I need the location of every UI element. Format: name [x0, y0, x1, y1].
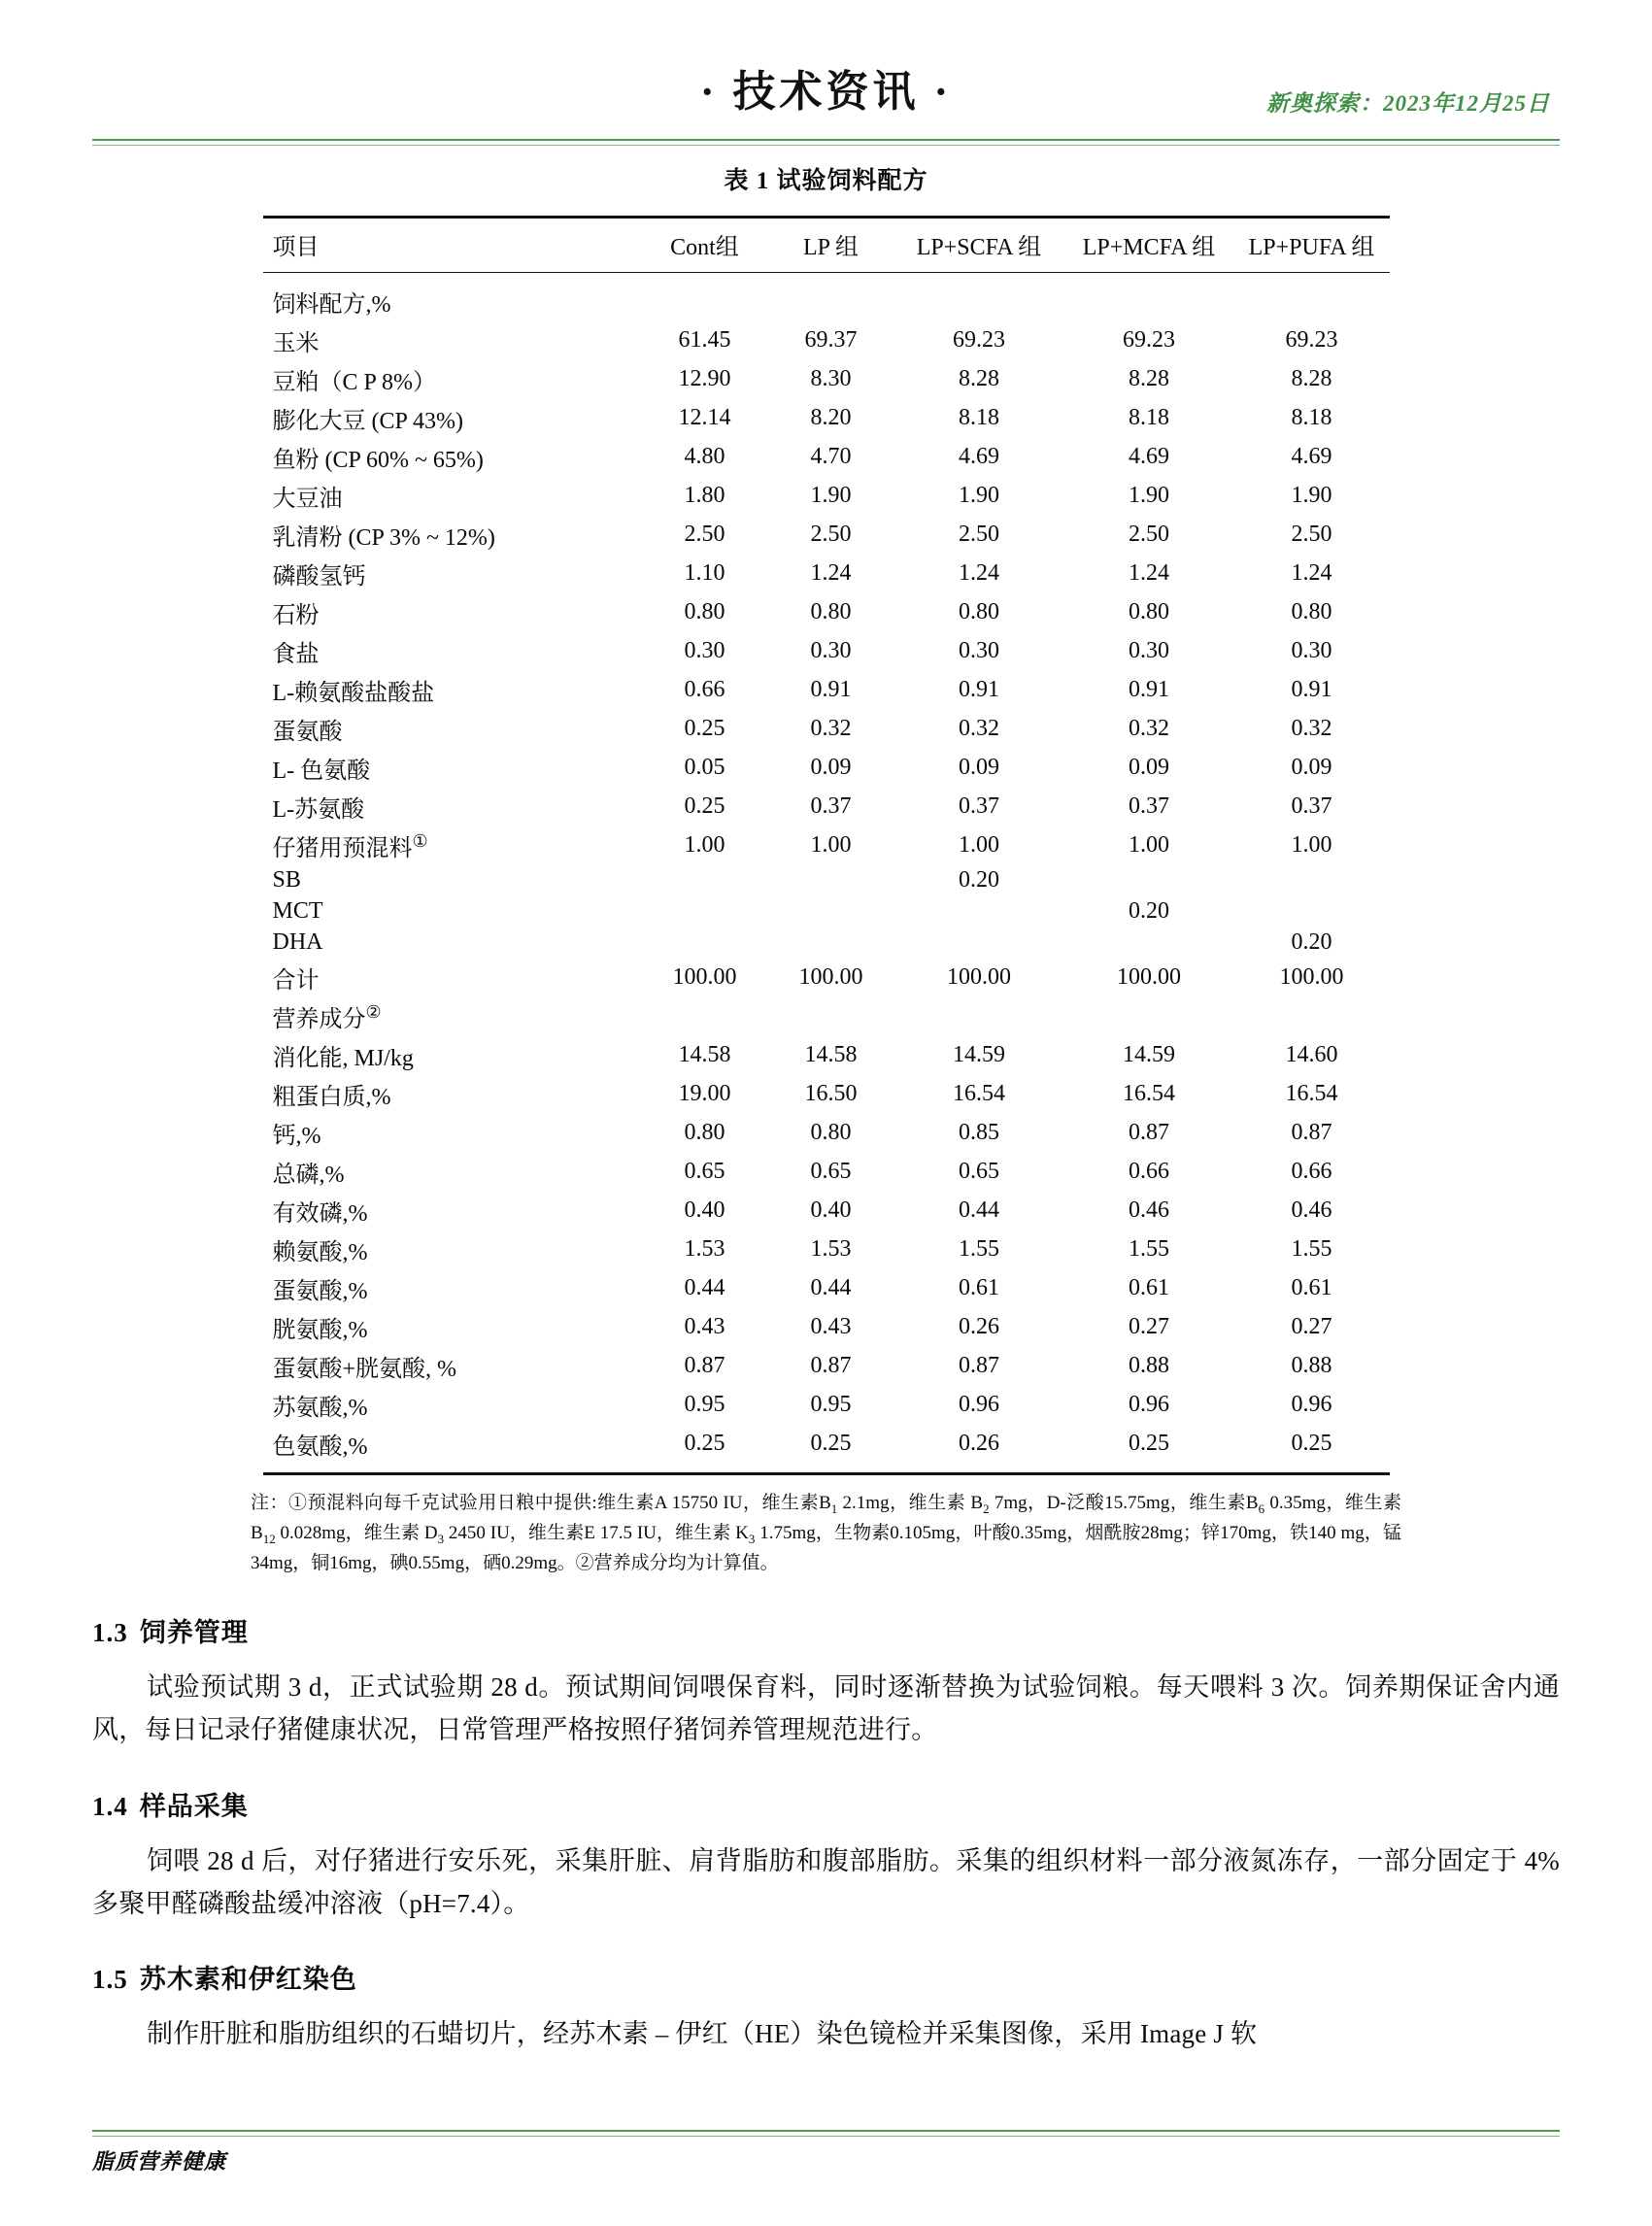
- table-cell: 0.96: [1291, 1392, 1332, 1417]
- table-cell: 1.53: [684, 1236, 725, 1262]
- header-divider: [92, 139, 1560, 146]
- table-cell: 0.80: [959, 599, 999, 624]
- table-cell: [768, 865, 894, 896]
- table-cell: 0.25: [684, 1431, 725, 1456]
- footnote-marker: ②: [365, 1002, 382, 1022]
- table-cell: 8.18: [1129, 405, 1169, 430]
- table-footnote: [251, 1489, 1401, 1578]
- table-cell: [1064, 928, 1234, 959]
- section-body-1-5: 制作肝脏和脂肪组织的石蜡切片，经苏木素 – 伊红（HE）染色镜检并采集图像，采用 Image J 软: [147, 2019, 1258, 2049]
- row-label: 食盐: [272, 642, 320, 667]
- row-label: 营养成分②: [272, 1002, 382, 1032]
- table-cell: 2.50: [959, 522, 999, 547]
- table-row: [263, 1347, 1390, 1386]
- row-label: 消化能, MJ/kg: [272, 1046, 414, 1071]
- table-cell: 0.65: [684, 1159, 725, 1184]
- table-cell: 1.80: [684, 483, 725, 508]
- table-row: [263, 749, 1390, 788]
- table-cell: 0.05: [684, 755, 725, 780]
- table-cell: 0.09: [959, 755, 999, 780]
- table-cell: 0.80: [1129, 599, 1169, 624]
- table-cell: 69.23: [1123, 327, 1175, 353]
- table-row: [263, 997, 1390, 1036]
- table-cell: 1.00: [1291, 832, 1332, 858]
- footnote-part-7: 1.75mg，生物素0.105mg，叶酸0.35mg，烟酰胺28mg；锌170mg，铁140 mg，锰34mg，铜16mg，碘0.55mg，硒0.29mg。②营养成分均为计算值。: [251, 1522, 1401, 1573]
- table-cell: [894, 928, 1064, 959]
- footer-label: 脂质营养健康: [92, 2149, 227, 2174]
- table-cell: 4.69: [1129, 444, 1169, 469]
- table-cell: 0.80: [810, 1120, 852, 1145]
- page-header: [92, 0, 1560, 117]
- table-cell: [642, 928, 768, 959]
- table-cell: 0.20: [959, 867, 999, 893]
- table-cell: [642, 865, 768, 896]
- table-row: [263, 710, 1390, 749]
- table-cell: 0.32: [959, 716, 999, 741]
- table-cell: 1.00: [959, 832, 999, 858]
- table-cell: 0.96: [1129, 1392, 1169, 1417]
- table-cell: 100.00: [672, 964, 737, 990]
- table-cell: [768, 273, 894, 321]
- table-cell: 69.37: [804, 327, 858, 353]
- table-cell: 0.32: [1291, 716, 1332, 741]
- section-number-1-5: 1.5: [92, 1965, 128, 1995]
- table-cell: 0.30: [959, 638, 999, 663]
- section-heading-1-3: [92, 1611, 1560, 1649]
- row-label: 石粉: [272, 603, 320, 628]
- section-title-1-4: 样品采集: [139, 1791, 249, 1821]
- table-cell: [894, 997, 1064, 1036]
- table-cell: [768, 928, 894, 959]
- table-cell: 1.00: [1129, 832, 1169, 858]
- table-cell: 1.24: [1129, 560, 1169, 586]
- row-label: 鱼粉 (CP 60% ~ 65%): [272, 448, 484, 473]
- table-cell: 1.00: [810, 832, 852, 858]
- table-cell: 0.88: [1129, 1353, 1169, 1378]
- table-cell: 0.27: [1291, 1314, 1332, 1339]
- section-body-1-4: 饲喂 28 d 后，对仔猪进行安乐死，采集肝脏、肩背脂肪和腹部脂肪。采集的组织材料一部分液氮冻存，一部分固定于 4% 多聚甲醛磷酸盐缓冲溶液（pH=7.4）。: [92, 1845, 1560, 1918]
- table-cell: 1.90: [959, 483, 999, 508]
- column-header-lp-mcfa: LP+MCFA 组: [1082, 235, 1216, 260]
- table-row: [263, 1075, 1390, 1114]
- table-row: [263, 928, 1390, 959]
- table-cell: 0.91: [810, 677, 852, 702]
- table-cell: 8.20: [810, 405, 852, 430]
- table-cell: 0.91: [1129, 677, 1169, 702]
- footnote-sub-4: 12: [262, 1531, 276, 1546]
- table-row: [263, 959, 1390, 997]
- table-cell: 14.59: [1123, 1042, 1175, 1067]
- table-cell: [894, 896, 1064, 928]
- table-cell: 100.00: [798, 964, 863, 990]
- footnote-part-3: 7mg，D-泛酸15.75mg，维生素B: [989, 1493, 1259, 1513]
- table-cell: 0.44: [959, 1197, 999, 1223]
- table-cell: 0.91: [1291, 677, 1332, 702]
- footnote-marker: ①: [412, 831, 428, 851]
- table-cell: 0.96: [959, 1392, 999, 1417]
- table-cell: 0.44: [810, 1275, 852, 1300]
- table-cell: 1.90: [1291, 483, 1332, 508]
- table-row: [263, 438, 1390, 477]
- header-date-line: 新奥探索：2023年12月25日: [1266, 91, 1550, 116]
- table-cell: 1.24: [810, 560, 852, 586]
- table-cell: 100.00: [1117, 964, 1181, 990]
- row-label: 膨化大豆 (CP 43%): [272, 409, 463, 434]
- table-row: [263, 1231, 1390, 1269]
- footnote-part-6: 2450 IU，维生素E 17.5 IU，维生素 K: [444, 1522, 749, 1543]
- table-cell: 0.43: [810, 1314, 852, 1339]
- section-heading-1-4: [92, 1785, 1560, 1823]
- table-cell: 4.70: [810, 444, 852, 469]
- table-row: [263, 399, 1390, 438]
- table-cell: 0.88: [1291, 1353, 1332, 1378]
- table-row: [263, 477, 1390, 516]
- row-label: 色氨酸,%: [272, 1434, 368, 1460]
- table-cell: 14.60: [1285, 1042, 1338, 1067]
- table-cell: 0.95: [684, 1392, 725, 1417]
- table-row: [263, 826, 1390, 865]
- table-row: [263, 593, 1390, 632]
- table-cell: 0.09: [1129, 755, 1169, 780]
- table-cell: 14.58: [804, 1042, 858, 1067]
- column-header-lp: LP 组: [802, 235, 860, 260]
- table-cell: 1.10: [684, 560, 725, 586]
- table-cell: 0.61: [1129, 1275, 1169, 1300]
- row-label: 钙,%: [272, 1124, 321, 1149]
- table-cell: 0.25: [810, 1431, 852, 1456]
- table-cell: 0.30: [1129, 638, 1169, 663]
- table-cell: 8.28: [959, 366, 999, 391]
- table-cell: 4.69: [959, 444, 999, 469]
- table-row: [263, 788, 1390, 826]
- table-cell: 8.28: [1291, 366, 1332, 391]
- table-cell: 12.14: [678, 405, 731, 430]
- table-cell: 0.66: [684, 677, 725, 702]
- table-cell: 0.40: [684, 1197, 725, 1223]
- table-cell: [894, 273, 1064, 321]
- table-cell: 0.61: [1291, 1275, 1332, 1300]
- table-cell: 0.30: [1291, 638, 1332, 663]
- table-row: [263, 896, 1390, 928]
- table-row: [263, 1308, 1390, 1347]
- table-cell: 0.46: [1291, 1197, 1332, 1223]
- table-cell: 0.66: [1291, 1159, 1332, 1184]
- row-label: DHA: [272, 929, 323, 955]
- table-cell: [1234, 896, 1390, 928]
- table-cell: 2.50: [1129, 522, 1169, 547]
- table-cell: 0.32: [1129, 716, 1169, 741]
- table-cell: 0.37: [959, 793, 999, 819]
- row-label: 乳清粉 (CP 3% ~ 12%): [272, 525, 495, 551]
- table-cell: 1.53: [810, 1236, 852, 1262]
- table-cell: 0.25: [684, 793, 725, 819]
- table-row: [263, 555, 1390, 593]
- table-cell: 0.80: [1291, 599, 1332, 624]
- table-row: [263, 671, 1390, 710]
- table-row: [263, 1269, 1390, 1308]
- table-row: [263, 1425, 1390, 1474]
- table-cell: 100.00: [1279, 964, 1344, 990]
- table-cell: 0.95: [810, 1392, 852, 1417]
- row-label: 有效磷,%: [272, 1201, 368, 1227]
- table-cell: 14.59: [953, 1042, 1005, 1067]
- table-row: [263, 1192, 1390, 1231]
- table-cell: [642, 273, 768, 321]
- row-label: 磷酸氢钙: [272, 564, 366, 590]
- row-label: L-苏氨酸: [272, 797, 365, 823]
- table-cell: 0.43: [684, 1314, 725, 1339]
- table-cell: 0.09: [810, 755, 852, 780]
- table-cell: 1.90: [1129, 483, 1169, 508]
- table-body: [263, 273, 1390, 1474]
- footnote-sub-5: 3: [437, 1531, 445, 1546]
- page-title: · 技术资讯 ·: [699, 68, 953, 116]
- table-cell: 19.00: [678, 1081, 731, 1106]
- table-cell: [1064, 865, 1234, 896]
- table-cell: 69.23: [953, 327, 1005, 353]
- table-cell: 8.30: [810, 366, 852, 391]
- table-cell: 16.54: [1123, 1081, 1175, 1106]
- table-row: [263, 321, 1390, 360]
- row-label: 玉米: [272, 331, 320, 356]
- row-label: 粗蛋白质,%: [272, 1085, 391, 1110]
- table-cell: 0.37: [1291, 793, 1332, 819]
- table-cell: 0.85: [959, 1120, 999, 1145]
- table-cell: 0.80: [684, 1120, 725, 1145]
- section-title-1-3: 饲养管理: [139, 1618, 249, 1648]
- section-number-1-3: 1.3: [92, 1618, 128, 1648]
- table-row: [263, 360, 1390, 399]
- table-row: [263, 1386, 1390, 1425]
- footnote-sub-3: 6: [1258, 1501, 1265, 1516]
- footnote-part-5: 0.028mg，维生素 D: [275, 1522, 438, 1543]
- table-row: [263, 1153, 1390, 1192]
- row-label: MCT: [272, 898, 323, 924]
- section-body-1-3: 试验预试期 3 d，正式试验期 28 d。预试期间饲喂保育料，同时逐渐替换为试验饲粮。每天喂料 3 次。饲养期保证舍内通风，每日记录仔猪健康状况，日常管理严格按照仔猪饲养管理规范进行。: [92, 1672, 1560, 1745]
- section-number-1-4: 1.4: [92, 1791, 128, 1821]
- table-cell: 4.69: [1291, 444, 1332, 469]
- footer-divider: [92, 2130, 1560, 2137]
- column-header-lp-scfa: LP+SCFA 组: [916, 235, 1042, 260]
- footnote-sub-6: 3: [748, 1531, 756, 1546]
- table-cell: 1.24: [959, 560, 999, 586]
- table-cell: 0.87: [1129, 1120, 1169, 1145]
- table-cell: 0.40: [810, 1197, 852, 1223]
- table-cell: 0.26: [959, 1431, 999, 1456]
- table-cell: 0.65: [810, 1159, 852, 1184]
- table-cell: 0.20: [1291, 929, 1332, 955]
- footnote-part-1: 注：①预混料向每千克试验用日粮中提供:维生素A 15750 IU，维生素B: [251, 1493, 831, 1513]
- section-heading-1-5: [92, 1958, 1560, 1996]
- table-cell: 16.54: [953, 1081, 1005, 1106]
- table-cell: 1.90: [810, 483, 852, 508]
- table-cell: 8.18: [1291, 405, 1332, 430]
- table-cell: 8.28: [1129, 366, 1169, 391]
- footnote-sub-2: 2: [983, 1501, 990, 1516]
- table-cell: [768, 997, 894, 1036]
- table-cell: 0.87: [1291, 1120, 1332, 1145]
- table-cell: 14.58: [678, 1042, 731, 1067]
- table-caption: 表 1 试验饲料配方: [724, 168, 928, 194]
- table-row: [263, 1114, 1390, 1153]
- table-cell: 0.91: [959, 677, 999, 702]
- table-cell: 0.61: [959, 1275, 999, 1300]
- table-cell: [1064, 997, 1234, 1036]
- section-title-1-5: 苏木素和伊红染色: [139, 1965, 357, 1995]
- row-label: 大豆油: [272, 487, 343, 512]
- table-cell: 2.50: [1291, 522, 1332, 547]
- table-cell: 0.80: [810, 599, 852, 624]
- table-cell: 16.50: [804, 1081, 858, 1106]
- table-cell: [642, 896, 768, 928]
- row-label: 蛋氨酸: [272, 720, 343, 745]
- table-cell: 0.27: [1129, 1314, 1169, 1339]
- table-cell: 0.30: [684, 638, 725, 663]
- feed-formula-table: [263, 216, 1390, 1475]
- row-label: 蛋氨酸+胱氨酸, %: [272, 1357, 457, 1382]
- table-cell: 0.87: [959, 1353, 999, 1378]
- table-cell: 16.54: [1285, 1081, 1338, 1106]
- table-cell: 0.66: [1129, 1159, 1169, 1184]
- row-label: 苏氨酸,%: [272, 1396, 368, 1421]
- column-header-item: 项目: [272, 235, 320, 260]
- table-row: [263, 1036, 1390, 1075]
- table-cell: 100.00: [947, 964, 1011, 990]
- table-cell: 0.44: [684, 1275, 725, 1300]
- table-cell: [1234, 865, 1390, 896]
- table-cell: 4.80: [684, 444, 725, 469]
- row-label: SB: [272, 867, 301, 893]
- row-label: L-赖氨酸盐酸盐: [272, 681, 435, 706]
- table-cell: 0.26: [959, 1314, 999, 1339]
- footnote-part-2: 2.1mg，维生素 B: [837, 1493, 984, 1513]
- table-cell: 0.87: [810, 1353, 852, 1378]
- row-label: 总磷,%: [272, 1163, 345, 1188]
- table-row: [263, 865, 1390, 896]
- table-cell: [1234, 273, 1390, 321]
- table-cell: 8.18: [959, 405, 999, 430]
- row-label: L- 色氨酸: [272, 759, 371, 784]
- table-cell: 1.00: [684, 832, 725, 858]
- row-label: 仔猪用预混料①: [272, 831, 428, 861]
- table-row: [263, 273, 1390, 321]
- table-cell: 1.24: [1291, 560, 1332, 586]
- table-cell: 0.87: [684, 1353, 725, 1378]
- table-cell: 1.55: [959, 1236, 999, 1262]
- footnote-part-4: 0.35mg，维生素 B: [251, 1493, 1402, 1543]
- table-header-row: [263, 218, 1390, 273]
- table-cell: 1.55: [1291, 1236, 1332, 1262]
- table-cell: [1234, 997, 1390, 1036]
- row-label: 合计: [272, 968, 320, 994]
- row-label: 赖氨酸,%: [272, 1240, 368, 1265]
- table-cell: 0.46: [1129, 1197, 1169, 1223]
- table-cell: [1064, 273, 1234, 321]
- table-cell: 0.09: [1291, 755, 1332, 780]
- row-label: 饲料配方,%: [272, 292, 391, 318]
- row-label: 胱氨酸,%: [272, 1318, 368, 1343]
- row-label: 豆粕（C P 8%）: [272, 370, 436, 395]
- table-cell: 0.32: [810, 716, 852, 741]
- table-cell: [768, 896, 894, 928]
- table-cell: 0.25: [1129, 1431, 1169, 1456]
- table-cell: 2.50: [684, 522, 725, 547]
- table-cell: [642, 997, 768, 1036]
- table-cell: 2.50: [810, 522, 852, 547]
- table-cell: 0.80: [684, 599, 725, 624]
- table-cell: 12.90: [678, 366, 731, 391]
- row-label: 蛋氨酸,%: [272, 1279, 368, 1304]
- table-row: [263, 632, 1390, 671]
- table-cell: 0.25: [684, 716, 725, 741]
- table-row: [263, 516, 1390, 555]
- table-cell: 69.23: [1285, 327, 1338, 353]
- table-cell: 0.65: [959, 1159, 999, 1184]
- table-cell: 0.25: [1291, 1431, 1332, 1456]
- footnote-sub-1: 1: [830, 1501, 838, 1516]
- column-header-cont: Cont组: [670, 235, 739, 260]
- table-cell: 61.45: [678, 327, 731, 353]
- table-cell: 0.37: [810, 793, 852, 819]
- table-cell: 1.55: [1129, 1236, 1169, 1262]
- table-cell: 0.30: [810, 638, 852, 663]
- table-cell: 0.20: [1129, 898, 1169, 924]
- column-header-lp-pufa: LP+PUFA 组: [1248, 235, 1375, 260]
- table-cell: 0.37: [1129, 793, 1169, 819]
